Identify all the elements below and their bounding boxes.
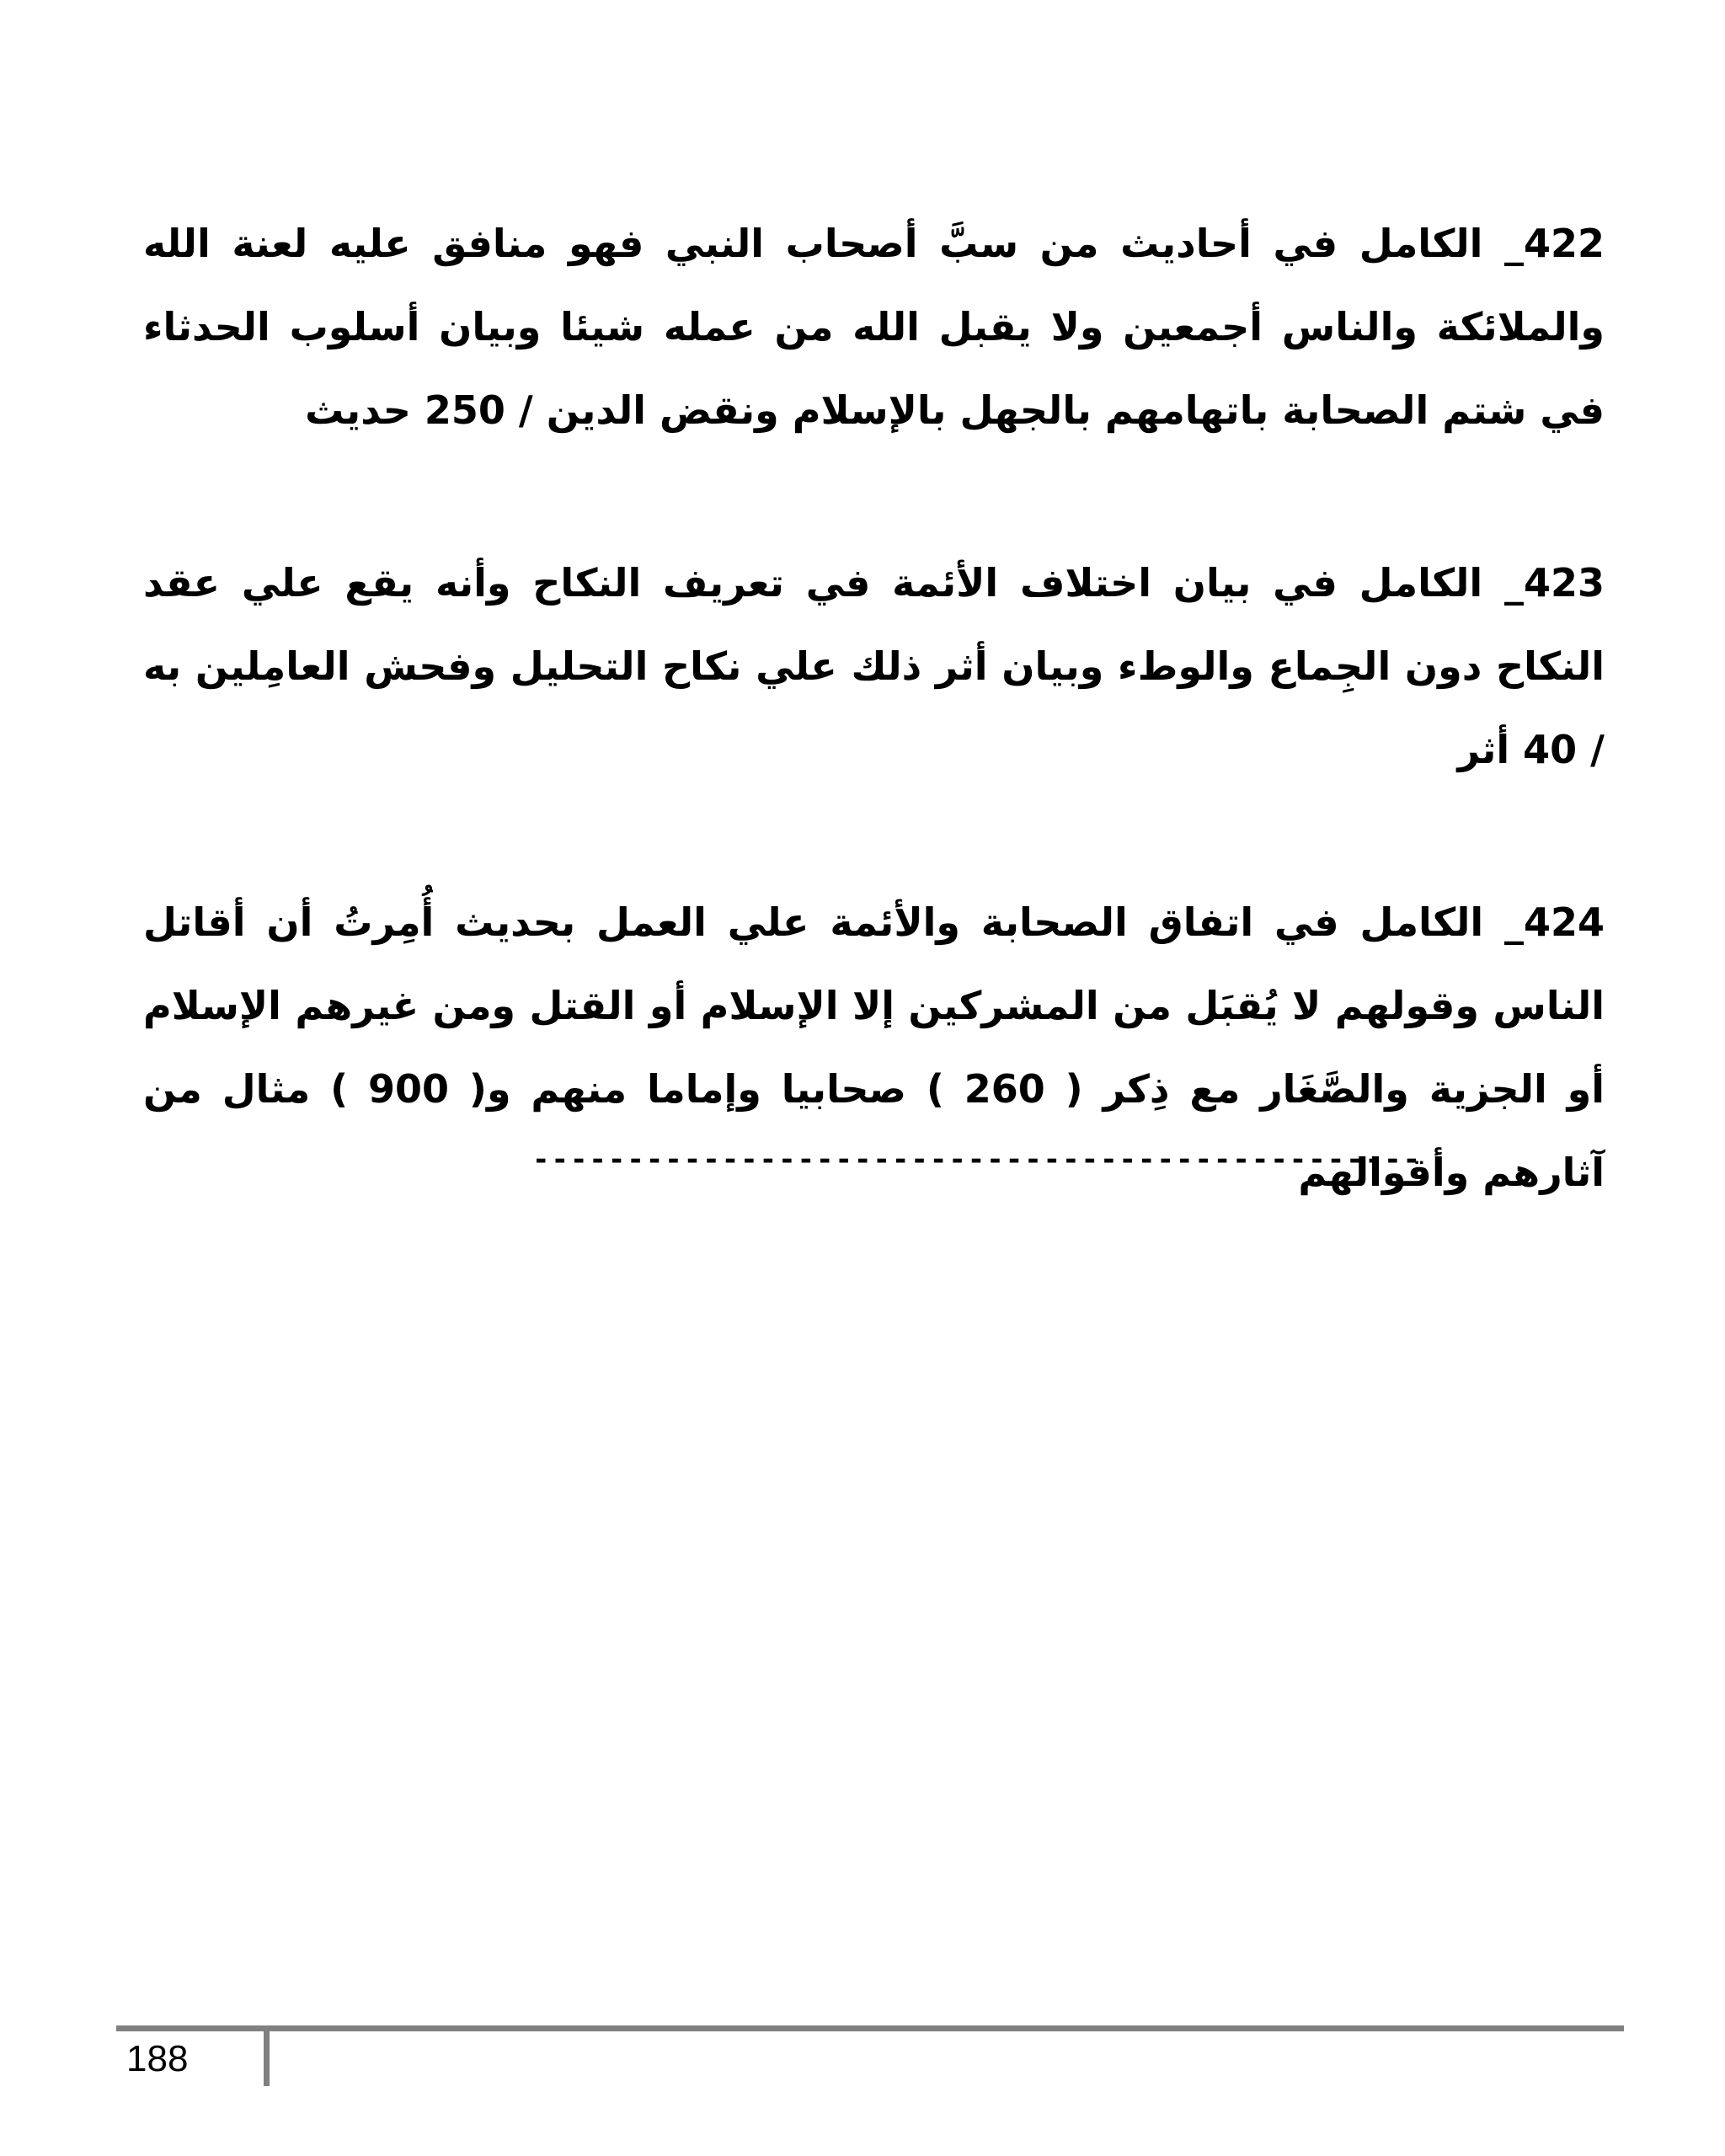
section-separator: ----------------------------------------------- xyxy=(532,1143,1423,1177)
entry-423: 423_ الكامل في بيان اختلاف الأئمة في تعريف النكاح وأنه يقع علي عقد النكاح دون الجِماع والوطء وبيان أثر ذلك علي نكاح التحليل وفحش العامِلين به / 40 أثر xyxy=(143,560,1605,772)
entry-422: 422_ الكامل في أحاديث من سبَّ أصحاب النبي فهو منافق عليه لعنة الله والملائكة والناس أجمعين ولا يقبل الله من عمله شيئا وبيان أسلوب الحدثاء في شتم الصحابة باتهامهم بالجهل بالإسلام ونقض الدين / 250 حديث xyxy=(143,221,1605,433)
entry-424: 424_ الكامل في اتفاق الصحابة والأئمة علي العمل بحديث أُمِرتُ أن أقاتل الناس وقولهم لا يُقبَل من المشركين إلا الإسلام أو القتل ومن غيرهم الإسلام أو الجزية والصَّغَار مع ذِكر ( 260 ) صحابيا وإماما منهم و( 900 ) مثال من آثارهم وأقوالهم xyxy=(143,899,1605,1195)
footer-divider-tick xyxy=(264,2025,270,2086)
page-number: 188 xyxy=(126,2038,189,2079)
footer-rule xyxy=(116,2025,1624,2031)
document-body xyxy=(143,202,1605,1304)
